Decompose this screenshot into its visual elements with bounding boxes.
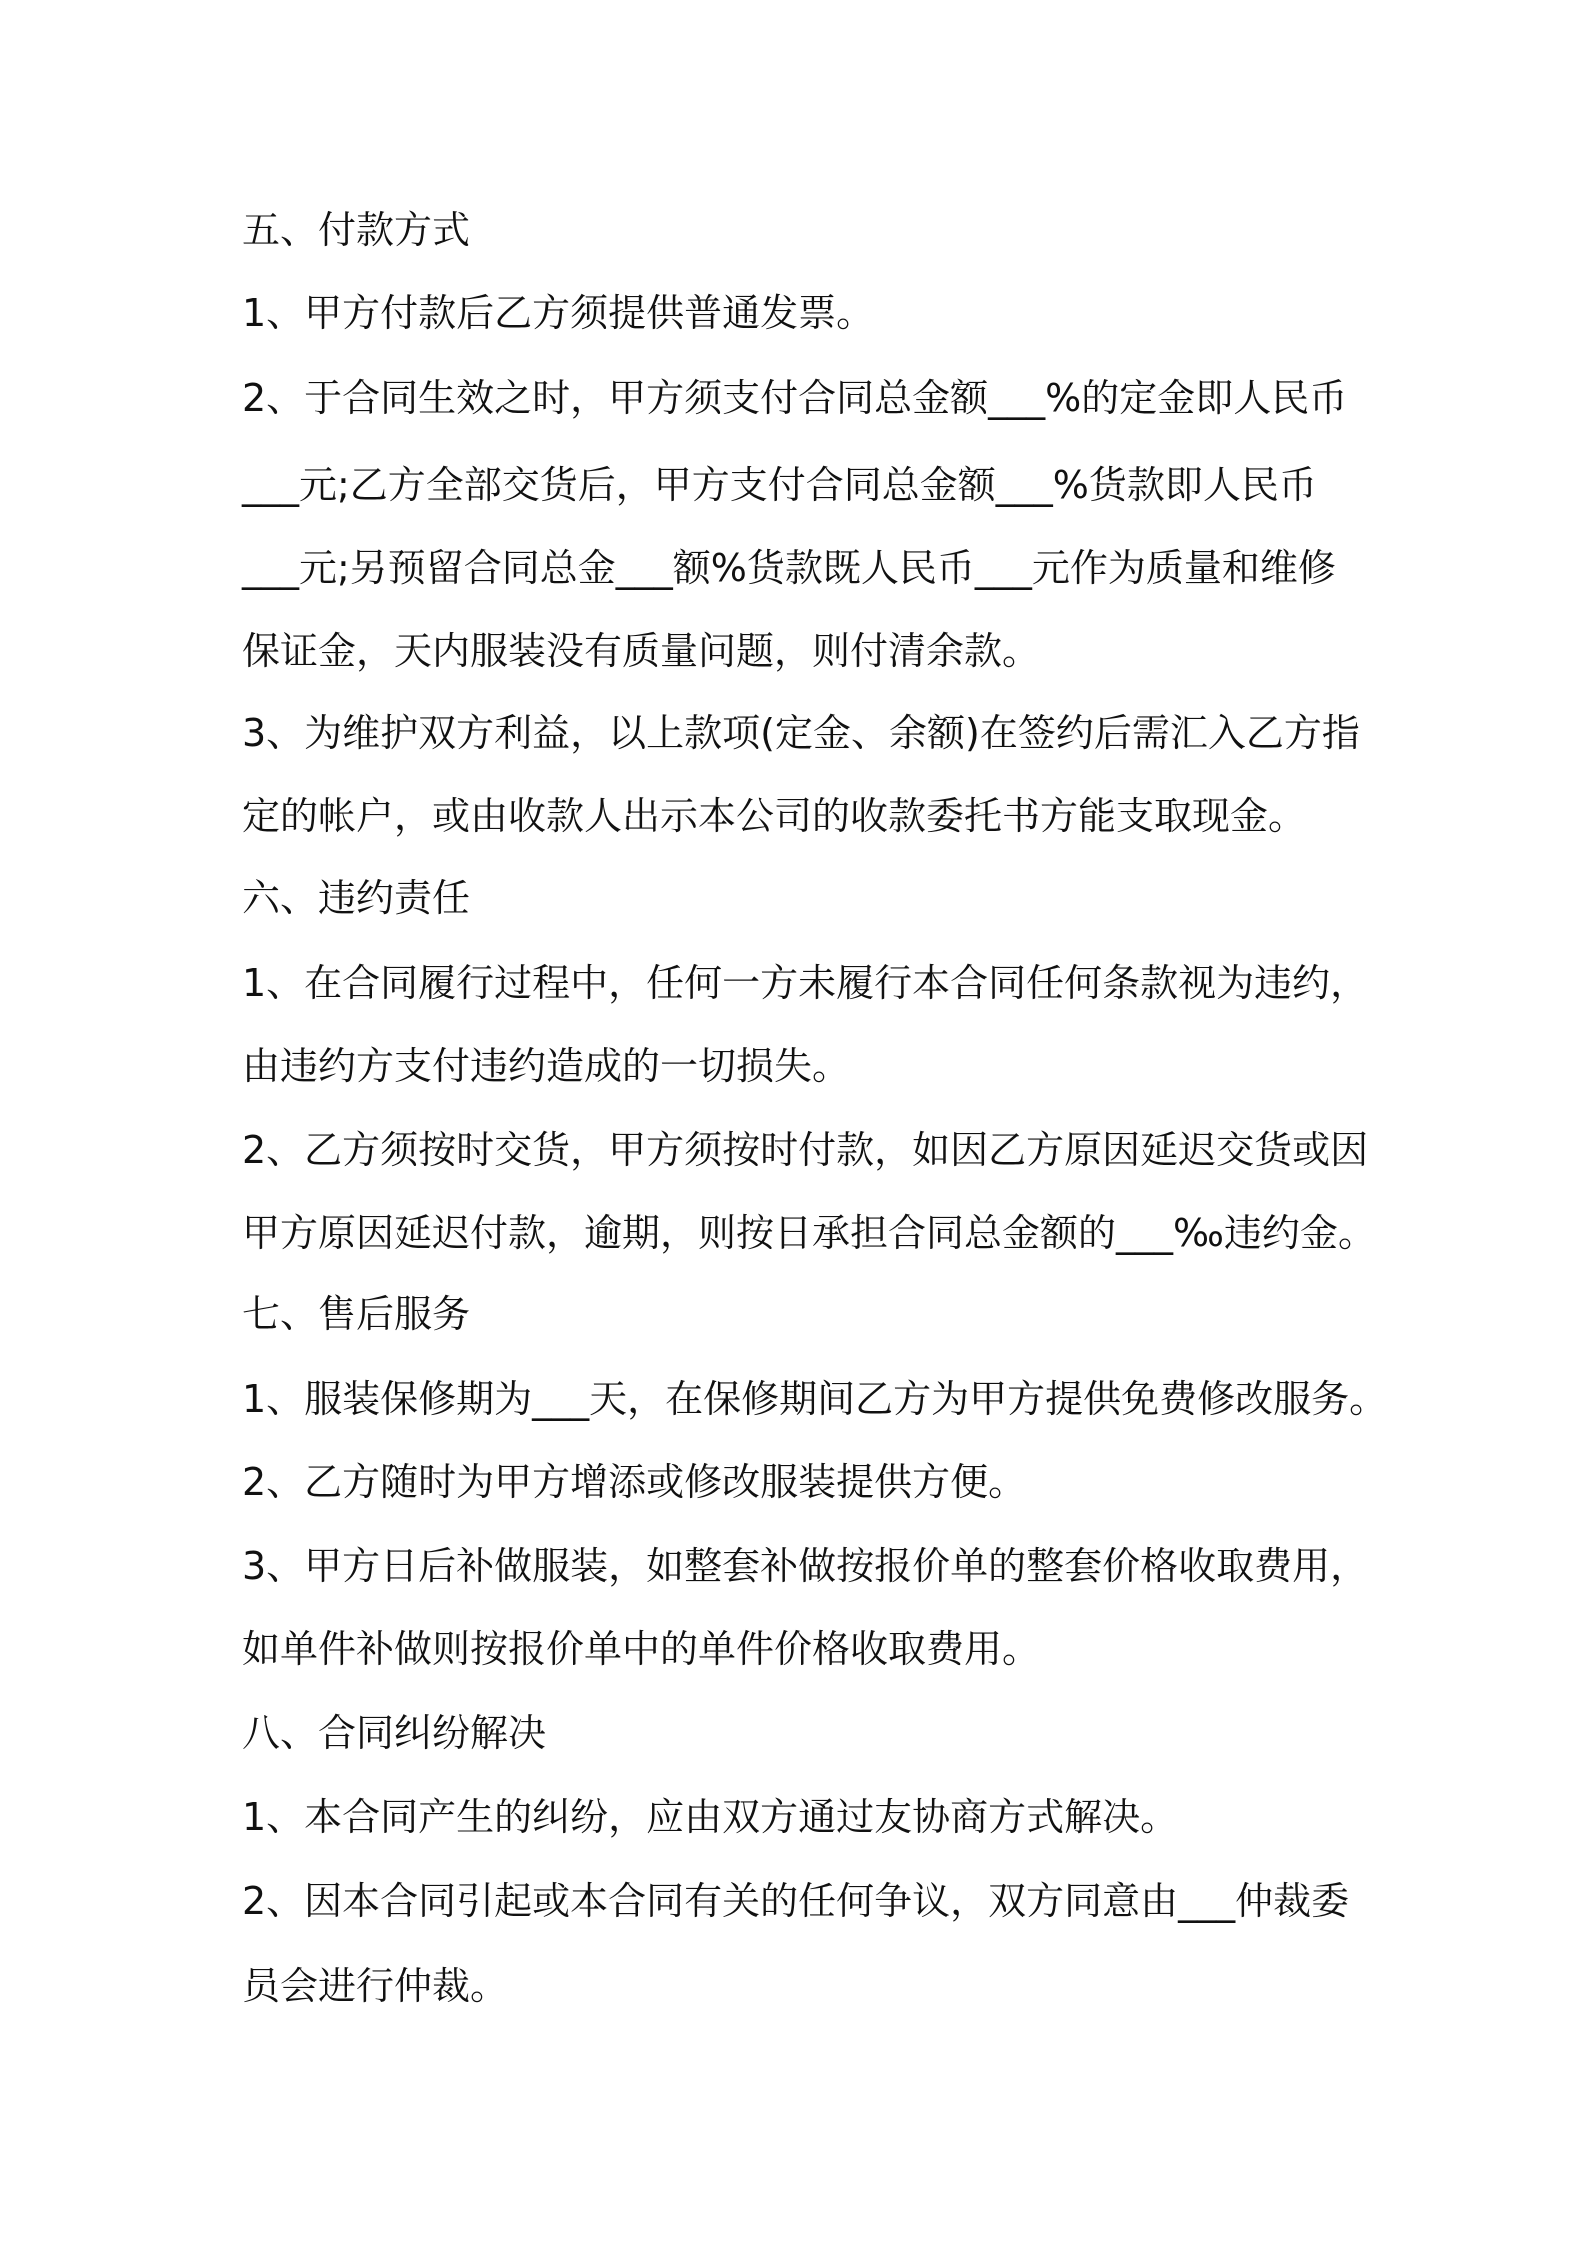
section-6-item-2-line-2: 甲方原因延迟付款，逾期，则按日承担合同总金额的___‰违约金。: [242, 1211, 1376, 1255]
section-7-item-3-line-2: 如单件补做则按报价单中的单件价格收取费用。: [242, 1627, 1041, 1671]
section-6-item-1-line-2: 由违约方支付违约造成的一切损失。: [242, 1044, 851, 1088]
section-7-item-1: 1、服装保修期为___天，在保修期间乙方为甲方提供免费修改服务。: [242, 1377, 1388, 1421]
section-5-item-3-line-1: 3、为维护双方利益，以上款项(定金、余额)在签约后需汇入乙方指: [242, 711, 1360, 755]
section-7-item-2: 2、乙方随时为甲方增添或修改服装提供方便。: [242, 1460, 1027, 1504]
section-6-heading: 六、违约责任: [242, 876, 471, 920]
section-8-heading: 八、合同纠纷解决: [242, 1711, 547, 1755]
section-8-item-2-line-2: 员会进行仲裁。: [242, 1964, 509, 2008]
section-5-item-1: 1、甲方付款后乙方须提供普通发票。: [242, 291, 875, 335]
section-7-heading: 七、售后服务: [242, 1292, 471, 1336]
section-5-item-2-line-4: 保证金，天内服装没有质量问题，则付清余款。: [242, 629, 1041, 673]
section-5-item-2-line-2: ___元;乙方全部交货后，甲方支付合同总金额___%货款即人民币: [242, 463, 1317, 507]
section-6-item-2-line-1: 2、乙方须按时交货，甲方须按时付款，如因乙方原因延迟交货或因: [242, 1128, 1369, 1172]
section-8-item-1: 1、本合同产生的纠纷，应由双方通过友协商方式解决。: [242, 1795, 1179, 1839]
section-7-item-3-line-1: 3、甲方日后补做服装，如整套补做按报价单的整套价格收取费用，: [242, 1544, 1369, 1588]
section-6-item-1-line-1: 1、在合同履行过程中，任何一方未履行本合同任何条款视为违约，: [242, 961, 1369, 1005]
section-5-item-2-line-1: 2、于合同生效之时，甲方须支付合同总金额___%的定金即人民币: [242, 376, 1348, 420]
section-5-item-3-line-2: 定的帐户，或由收款人出示本公司的收款委托书方能支取现金。: [242, 794, 1307, 838]
section-5-item-2-line-3: ___元;另预留合同总金___额%货款既人民币___元作为质量和维修: [242, 546, 1336, 590]
section-5-heading: 五、付款方式: [242, 208, 471, 252]
section-8-item-2-line-1: 2、因本合同引起或本合同有关的任何争议，双方同意由___仲裁委: [242, 1879, 1350, 1923]
